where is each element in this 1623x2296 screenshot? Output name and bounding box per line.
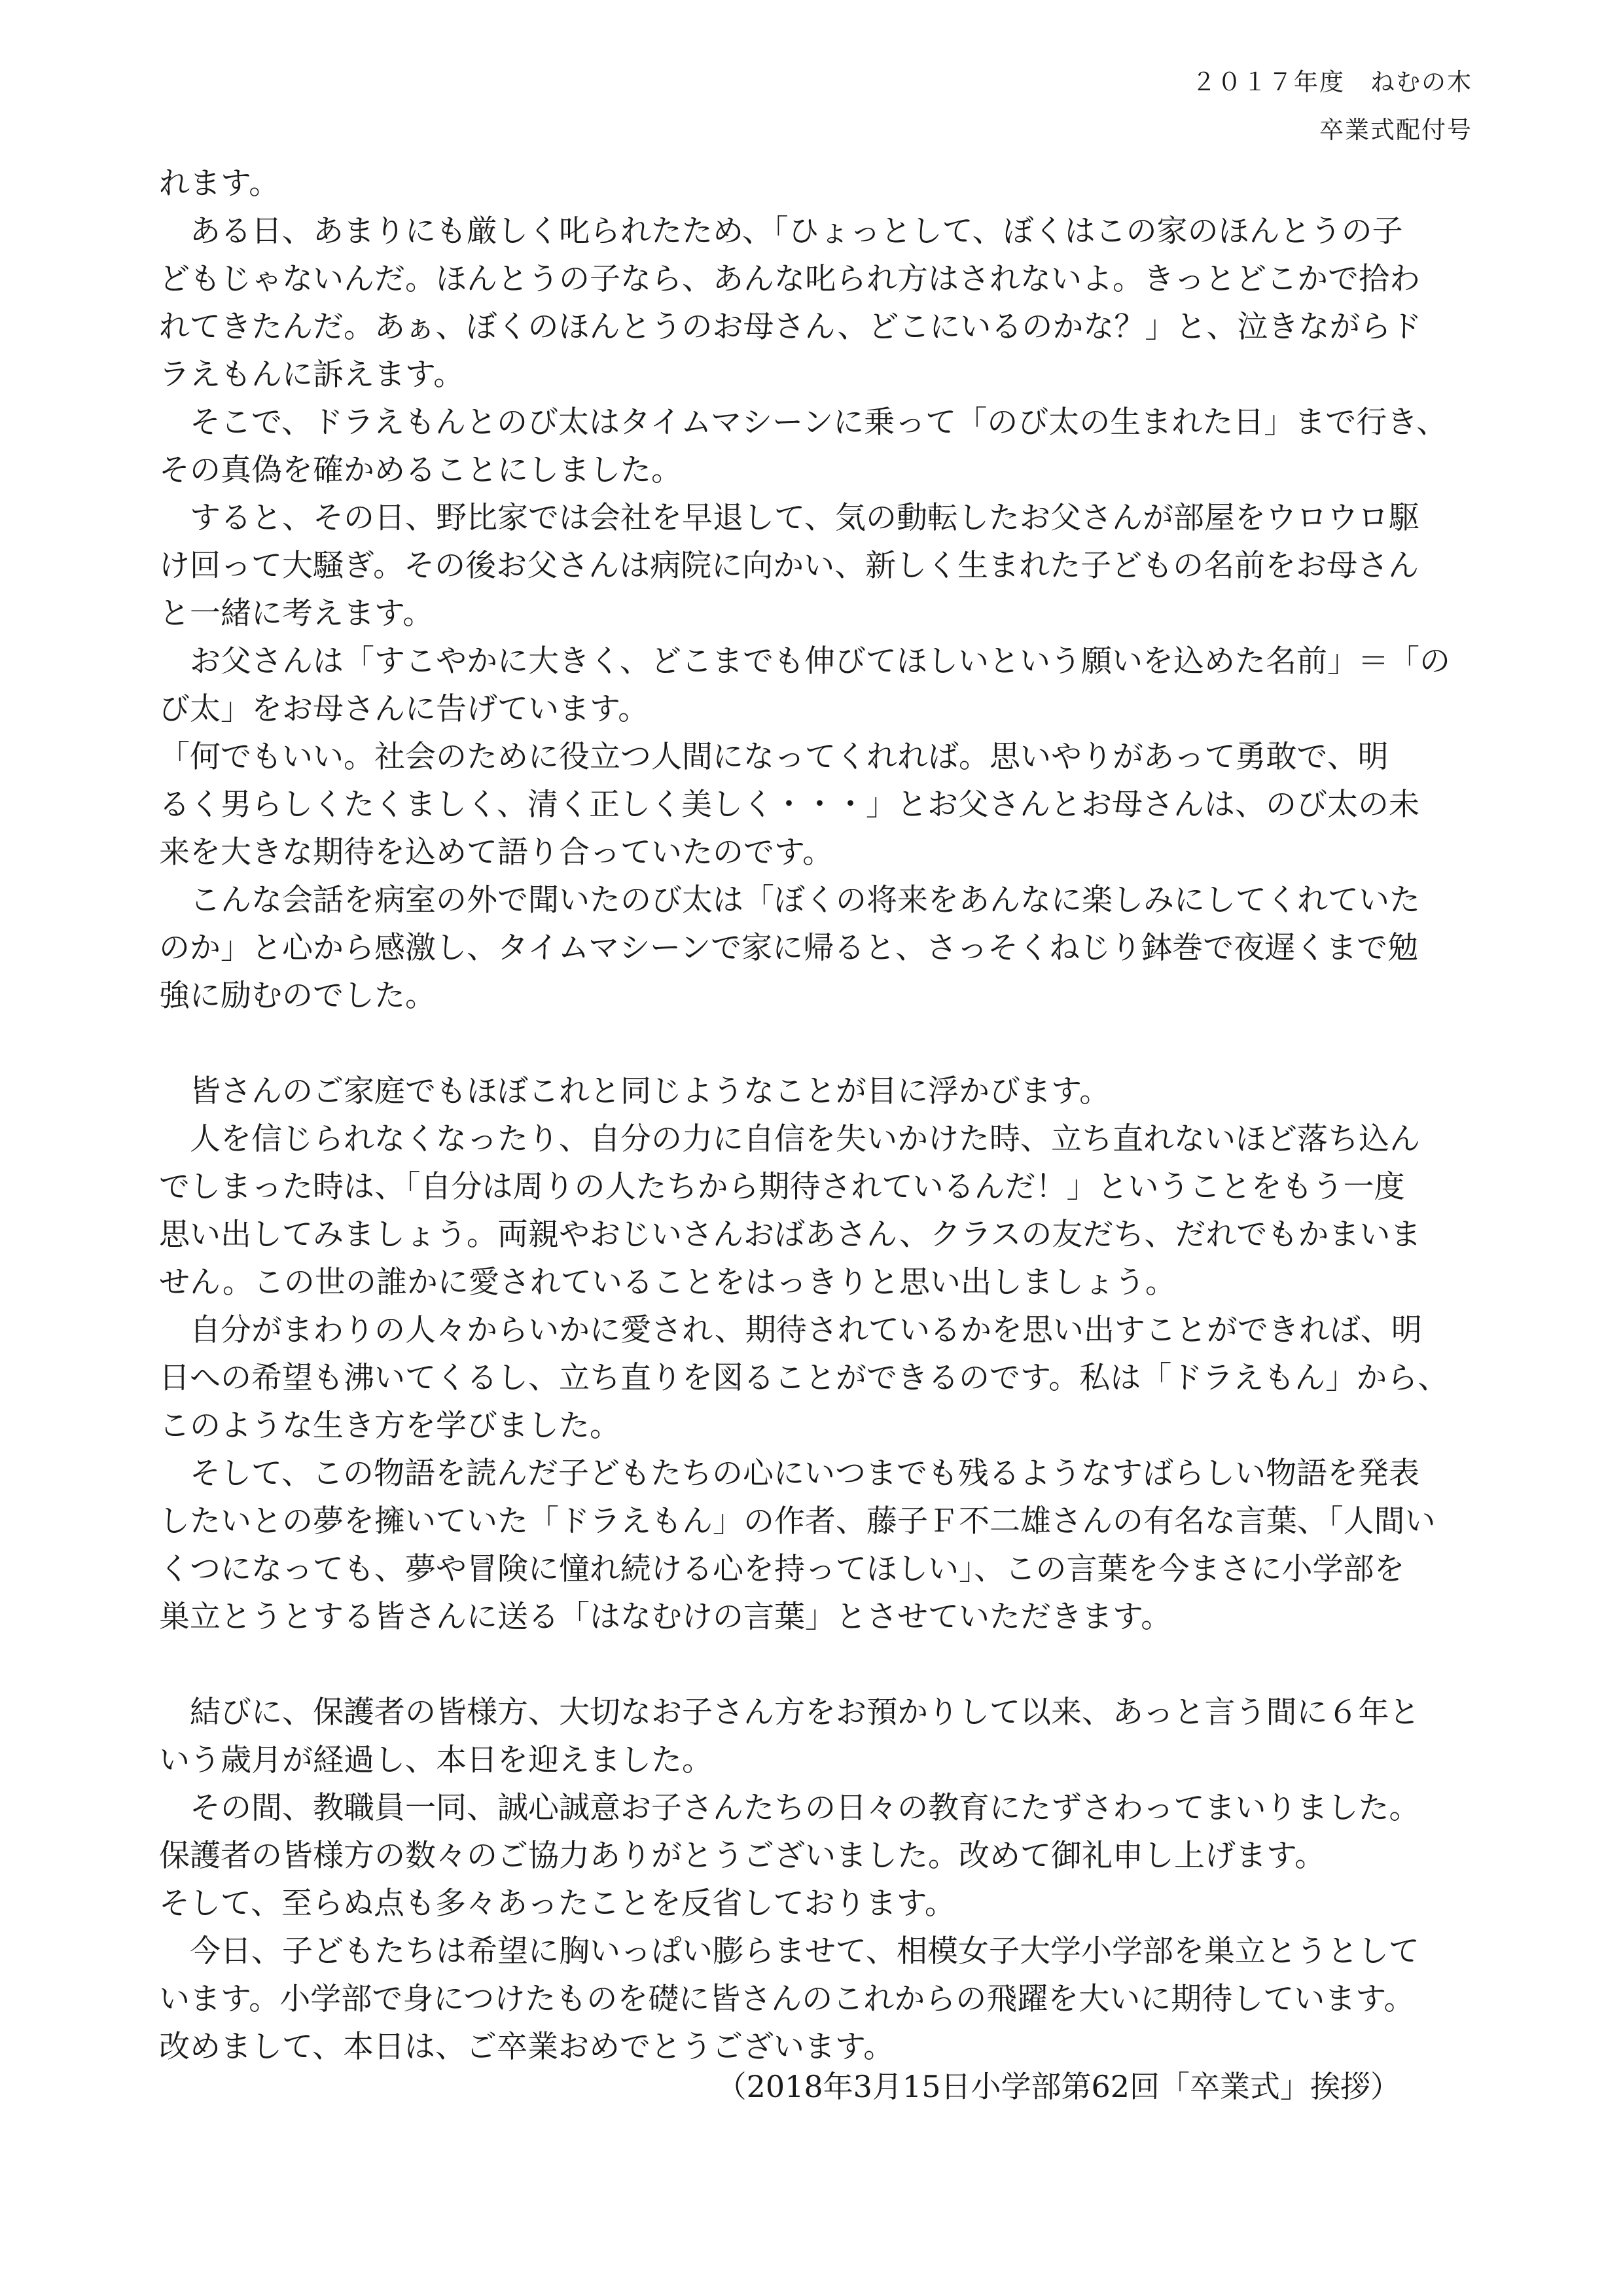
text-line: 人を信じられなくなったり、自分の力に自信を失いかけた時、立ち直れないほど落ち込ん [159,1121,1420,1157]
text-line: どもじゃないんだ。ほんとうの子なら、あんな叱られ方はされないよ。きっとどこかで拾わ [159,261,1420,297]
text-line: こんな会話を病室の外で聞いたのび太は「ぼくの将来をあんなに楽しみにしてくれていた [159,882,1420,918]
text-line: 結びに、保護者の皆様方、大切なお子さん方をお預かりして以来、あっと言う間に６年と [159,1695,1420,1731]
text-line: 今日、子どもたちは希望に胸いっぱい膨らませて、相模女子大学小学部を巣立とうとして [159,1933,1420,1969]
header-issue-title: ２０１７年度 ねむの木 [1192,68,1472,96]
article-body [159,160,1468,2071]
text-line: います。小学部で身につけたものを礎に皆さんのこれからの飛躍を大いに期待しています。 [159,1981,1415,2017]
text-line: 日への希望も沸いてくるし、立ち直りを図ることができるのです。私は「ドラえもん」から、 [159,1360,1449,1396]
text-line: ある日、あまりにも厳しく叱られたため、「ひょっとして、ぼくはこの家のほんとうの子 [159,213,1403,249]
text-line: 「何でもいい。社会のために役立つ人間になってくれれば。思いやりがあって勇敢で、明 [159,739,1389,775]
header-issue-subtitle: 卒業式配付号 [1319,116,1472,144]
text-line: 皆さんのご家庭でもほぼこれと同じようなことが目に浮かびます。 [159,1073,1111,1109]
text-line: び太」をお母さんに告げています。 [159,691,649,727]
text-line: れてきたんだ。あぁ、ぼくのほんとうのお母さん、どこにいるのかな？」と、泣きながらド [159,309,1422,345]
text-line: ラえもんに訴えます。 [159,357,465,393]
newsletter-header [1192,65,1472,161]
text-line: 巣立とうとする皆さんに送る「はなむけの言葉」とさせていただきます。 [159,1599,1172,1635]
text-line: せん。この世の誰かに愛されていることをはっきりと思い出しましょう。 [159,1265,1176,1300]
text-line: くつになっても、夢や冒険に憧れ続ける心を持ってほしい」、この言葉を今まさに小学部を [159,1551,1405,1587]
closing-attribution: （2018年3月15日小学部第62回「卒業式」挨拶） [716,2069,1400,2104]
text-line: お父さんは「すこやかに大きく、どこまでも伸びてほしいという願いを込めた名前」＝「の [159,643,1451,679]
text-line: すると、その日、野比家では会社を早退して、気の動転したお父さんが部屋をウロウロ駆 [159,500,1420,536]
text-line: 来を大きな期待を込めて語り合っていたのです。 [159,834,834,870]
text-line: 強に励むのでした。 [159,978,436,1014]
text-line: その真偽を確かめることにしました。 [159,452,682,488]
text-line: と一緒に考えます。 [159,596,434,632]
text-line: け回って大騒ぎ。その後お父さんは病院に向かい、新しく生まれた子どもの名前をお母さん [159,548,1419,584]
text-line: 思い出してみましょう。両親やおじいさんおばあさん、クラスの友だち、だれでもかまいま [159,1217,1421,1253]
text-line: 保護者の皆様方の数々のご協力ありがとうございました。改めて御礼申し上げます。 [159,1838,1326,1874]
text-line: そこで、ドラえもんとのび太はタイムマシーンに乗って「のび太の生まれた日」まで行き、 [159,404,1448,440]
text-line: るく男らしくたくましく、清く正しく美しく・・・」とお父さんとお母さんは、のび太の未 [159,787,1420,823]
paragraph-gap [159,1020,1468,1067]
text-line: このような生き方を学びました。 [159,1408,620,1444]
text-line: のか」と心から感激し、タイムマシーンで家に帰ると、さっそくねじり鉢巻で夜遅くまで勉 [159,930,1419,966]
text-line: その間、教職員一同、誠心誠意お子さんたちの日々の教育にたずさわってまいりました。 [159,1790,1420,1826]
text-line: そして、この物語を読んだ子どもたちの心にいつまでも残るようなすばらしい物語を発表 [159,1456,1420,1492]
text-line: いう歳月が経過し、本日を迎えました。 [159,1742,713,1778]
text-line: れます。 [159,166,280,202]
text-line: でしまった時は、「自分は周りの人たちから期待されているんだ！」ということをもう一度 [159,1169,1405,1205]
text-line: 改めまして、本日は、ご卒業おめでとうございます。 [159,2029,895,2065]
text-line: したいとの夢を擁いていた「ドラえもん」の作者、藤子Ｆ不二雄さんの有名な言葉、「人間い [159,1503,1436,1539]
text-line: 自分がまわりの人々からいかに愛され、期待されているかを思い出すことができれば、明 [159,1312,1422,1348]
paragraph-gap [159,1641,1468,1689]
text-line: そして、至らぬ点も多々あったことを反省しております。 [159,1886,955,1922]
